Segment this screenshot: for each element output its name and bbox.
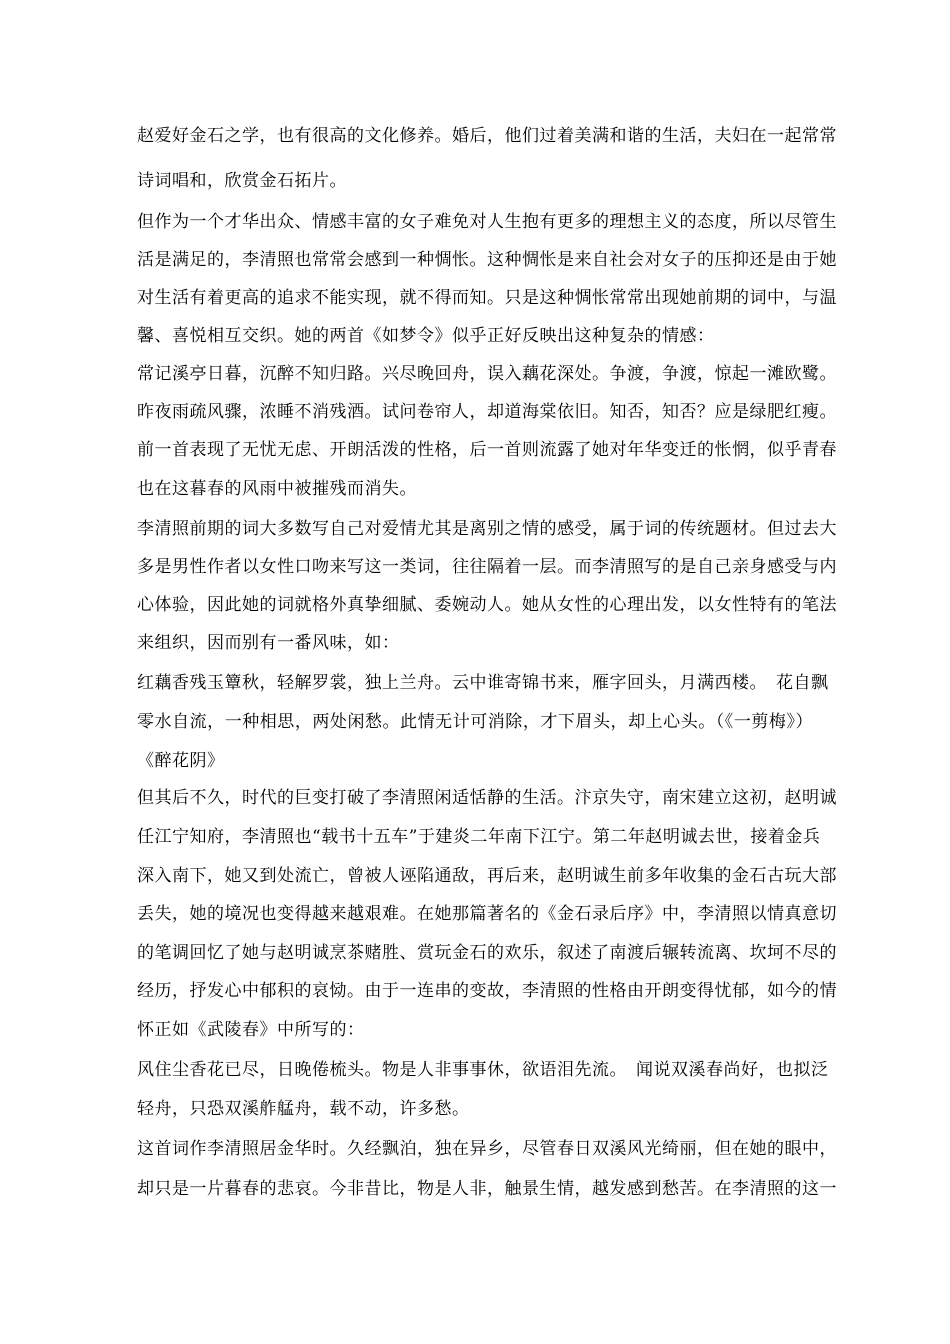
text-line: 红藕香残玉簟秋，轻解罗裳，独上兰舟。云中谁寄锦书来，雁字回头，月满西楼。 花自飘 xyxy=(137,673,829,693)
text-line: 活是满足的，李清照也常常会感到一种惆怅。这种惆怅是来自社会对女子的压抑还是由于她 xyxy=(137,250,837,270)
text-line: 《醉花阴》 xyxy=(137,751,225,771)
text-line: 前一首表现了无忧无虑、开朗活泼的性格，后一首则流露了她对年华变迁的怅惘，似乎青春 xyxy=(137,440,837,460)
text-line: 这首词作李清照居金华时。久经飘泊，独在异乡，尽管春日双溪风光绮丽，但在她的眼中， xyxy=(137,1139,837,1159)
text-line: 任江宁知府，李清照也“载书十五车”于建炎二年南下江宁。第二年赵明诚去世，接着金兵 xyxy=(137,827,821,847)
text-line: 轻舟，只恐双溪舴艋舟，载不动，许多愁。 xyxy=(137,1099,470,1119)
text-line: 丢失，她的境况也变得越来越艰难。在她那篇著名的《金石录后序》中，李清照以情真意切 xyxy=(137,904,837,924)
text-line: 李清照前期的词大多数写自己对爱情尤其是离别之情的感受，属于词的传统题材。但过去大 xyxy=(137,519,837,539)
text-line: 风住尘香花已尽，日晚倦梳头。物是人非事事休，欲语泪先流。 闻说双溪春尚好，也拟泛 xyxy=(137,1060,829,1080)
text-line: 怀正如《武陵春》中所写的： xyxy=(137,1020,365,1040)
text-line: 却只是一片暮春的悲哀。今非昔比，物是人非，触景生情，越发感到愁苦。在李清照的这一 xyxy=(137,1179,837,1199)
text-line: 深入南下，她又到处流亡，曾被人诬陷通敌，再后来，赵明诚生前多年收集的金石古玩大部 xyxy=(137,866,837,886)
text-line: 经历，抒发心中郁积的哀恸。由于一连串的变故，李清照的性格由开朗变得忧郁，如今的情 xyxy=(137,981,837,1001)
text-line: 馨、喜悦相互交织。她的两首《如梦令》似乎正好反映出这种复杂的情感： xyxy=(137,326,715,346)
text-line: 心体验，因此她的词就格外真挚细腻、委婉动人。她从女性的心理出发，以女性特有的笔法 xyxy=(137,595,837,615)
text-line: 的笔调回忆了她与赵明诚烹茶赌胜、赏玩金石的欢乐，叙述了南渡后辗转流离、坎坷不尽的 xyxy=(137,943,837,963)
text-line: 诗词唱和，欣赏金石拓片。 xyxy=(137,171,347,191)
text-line: 多是男性作者以女性口吻来写这一类词，往往隔着一层。而李清照写的是自己亲身感受与内 xyxy=(137,557,837,577)
text-line: 也在这暮春的风雨中被摧残而消失。 xyxy=(137,479,417,499)
text-line: 零水自流，一种相思，两处闲愁。此情无计可消除，才下眉头，却上心头。（《一剪梅》） xyxy=(137,712,813,732)
text-line: 来组织，因而别有一番风味，如： xyxy=(137,633,400,653)
text-line: 对生活有着更高的追求不能实现，就不得而知。只是这种惆怅常常出现她前期的词中，与温 xyxy=(137,288,837,308)
text-line: 但作为一个才华出众、情感丰富的女子难免对人生抱有更多的理想主义的态度，所以尽管生 xyxy=(137,212,837,232)
text-line: 赵爱好金石之学，也有很高的文化修养。婚后，他们过着美满和谐的生活，夫妇在一起常常 xyxy=(137,126,837,146)
text-line: 昨夜雨疏风骤，浓睡不消残酒。试问卷帘人，却道海棠依旧。知否，知否？应是绿肥红瘦。 xyxy=(137,402,837,422)
text-line: 但其后不久，时代的巨变打破了李清照闲适恬静的生活。汴京失守，南宋建立这初，赵明诚 xyxy=(137,788,837,808)
text-line: 常记溪亭日暮，沉醉不知归路。兴尽晚回舟，误入藕花深处。争渡，争渡，惊起一滩欧鹭。 xyxy=(137,364,837,384)
